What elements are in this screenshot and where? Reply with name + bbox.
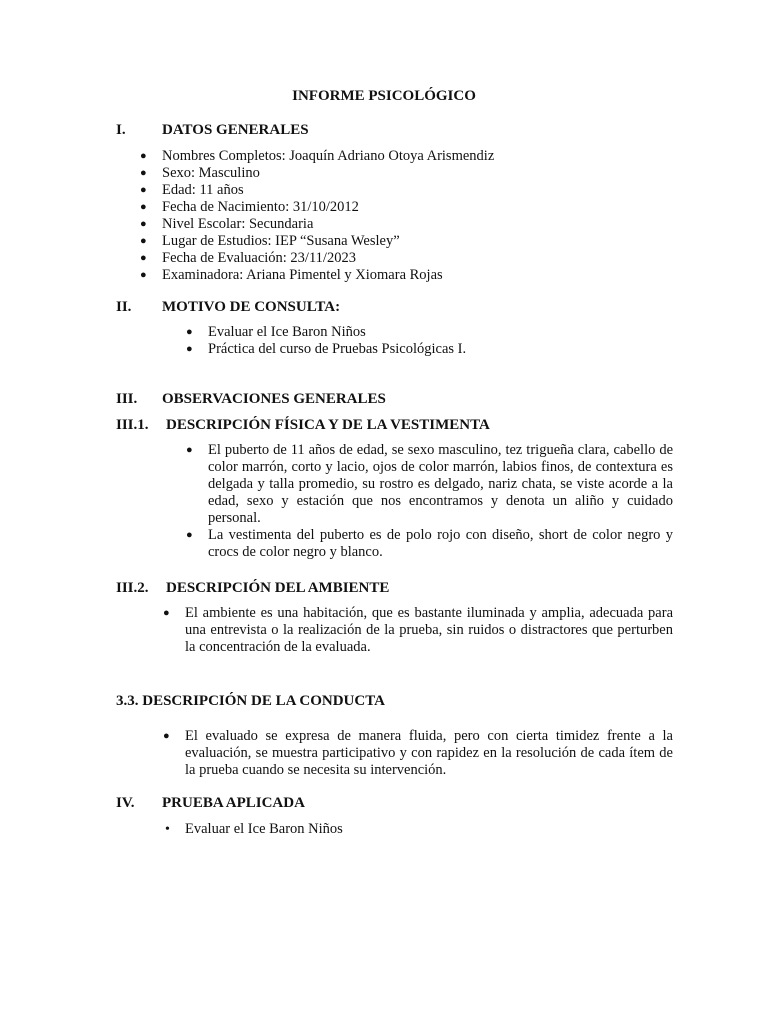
subsection-heading-descripcion-ambiente <box>116 580 389 597</box>
section-title: OBSERVACIONES GENERALES <box>162 391 386 407</box>
list-item: ● Nivel Escolar: Secundaria <box>140 216 314 232</box>
bullet-icon: ● <box>140 201 147 213</box>
section-title: DESCRIPCIÓN DEL AMBIENTE <box>166 580 390 596</box>
section-heading-datos-generales <box>116 122 309 139</box>
list-item: ● El ambiente es una habitación, que es bastante iluminada y amplia, adecuada para una entrevista o la realización de la prueba, sin ruidos o distractores que perturben la concentración de la evaluada. <box>163 605 673 655</box>
list-item: ● Fecha de Nacimiento: 31/10/2012 <box>140 199 359 215</box>
list-item: ● Nombres Completos: Joaquín Adriano Otoya Arismendiz <box>140 148 495 164</box>
bullet-icon: ● <box>140 167 147 179</box>
list-item: ● Sexo: Masculino <box>140 165 260 181</box>
descripcion-ambiente-list <box>163 605 673 656</box>
bullet-icon: ● <box>140 252 147 264</box>
section-heading-prueba-aplicada <box>116 795 305 812</box>
section-heading-motivo-consulta <box>116 299 340 316</box>
list-item: ● Lugar de Estudios: IEP “Susana Wesley” <box>140 233 400 249</box>
section-number: I. <box>116 122 126 138</box>
list-item: • Evaluar el Ice Baron Niños <box>165 821 343 837</box>
list-item: ● Fecha de Evaluación: 23/11/2023 <box>140 250 356 266</box>
section-number: III.2. <box>116 580 149 596</box>
section-number: IV. <box>116 795 135 811</box>
list-item: ● Edad: 11 años <box>140 182 244 198</box>
bullet-icon: ● <box>186 444 193 456</box>
bullet-icon: • <box>165 822 170 837</box>
section-title: MOTIVO DE CONSULTA: <box>162 299 341 315</box>
list-item: ● El evaluado se expresa de manera fluida, pero con cierta timidez frente a la evaluación, se muestra participativo y con rapidez en la resolución de cada ítem de la prueba cuando se necesita su intervención. <box>163 728 673 778</box>
motivo-consulta-list <box>186 324 608 358</box>
list-item: ● El puberto de 11 años de edad, se sexo masculino, tez trigueña clara, cabello de color marrón, corto y lacio, ojos de color marrón, labios finos, de contextura es delgada y talla promedio, su rostro es delgado, nariz chata, se viste acorde a la edad, sexo y estación que nos encontramos y denota un aliño y cuidado personal. <box>186 442 673 526</box>
datos-generales-list <box>140 148 582 284</box>
bullet-icon: ● <box>140 150 147 162</box>
bullet-icon: ● <box>140 269 147 281</box>
list-item: ● Práctica del curso de Pruebas Psicológicas I. <box>186 341 467 357</box>
list-item: ● Examinadora: Ariana Pimentel y Xiomara Rojas <box>140 267 443 283</box>
list-item: ● Evaluar el Ice Baron Niños <box>186 324 366 340</box>
descripcion-conducta-list <box>163 728 673 779</box>
section-number: III.1. <box>116 417 149 433</box>
section-number: II. <box>116 299 132 315</box>
subsection-heading-descripcion-conducta <box>116 693 385 710</box>
bullet-icon: ● <box>163 730 170 742</box>
section-heading-observaciones <box>116 391 386 408</box>
section-title: DATOS GENERALES <box>162 122 309 138</box>
section-number: III. <box>116 391 138 407</box>
bullet-icon: ● <box>140 218 147 230</box>
bullet-icon: ● <box>163 607 170 619</box>
prueba-aplicada-list <box>165 821 585 838</box>
section-title: 3.3. DESCRIPCIÓN DE LA CONDUCTA <box>116 693 385 709</box>
list-item: ● La vestimenta del puberto es de polo rojo con diseño, short de color negro y crocs de color negro y blanco. <box>186 527 673 560</box>
bullet-icon: ● <box>186 326 193 338</box>
bullet-icon: ● <box>186 343 193 355</box>
section-title: DESCRIPCIÓN FÍSICA Y DE LA VESTIMENTA <box>166 417 490 433</box>
bullet-icon: ● <box>186 529 193 541</box>
section-title: PRUEBA APLICADA <box>162 795 305 811</box>
subsection-heading-descripcion-fisica <box>116 417 490 434</box>
bullet-icon: ● <box>140 235 147 247</box>
descripcion-fisica-list <box>186 442 673 561</box>
document-title: INFORME PSICOLÓGICO <box>292 88 476 104</box>
bullet-icon: ● <box>140 184 147 196</box>
